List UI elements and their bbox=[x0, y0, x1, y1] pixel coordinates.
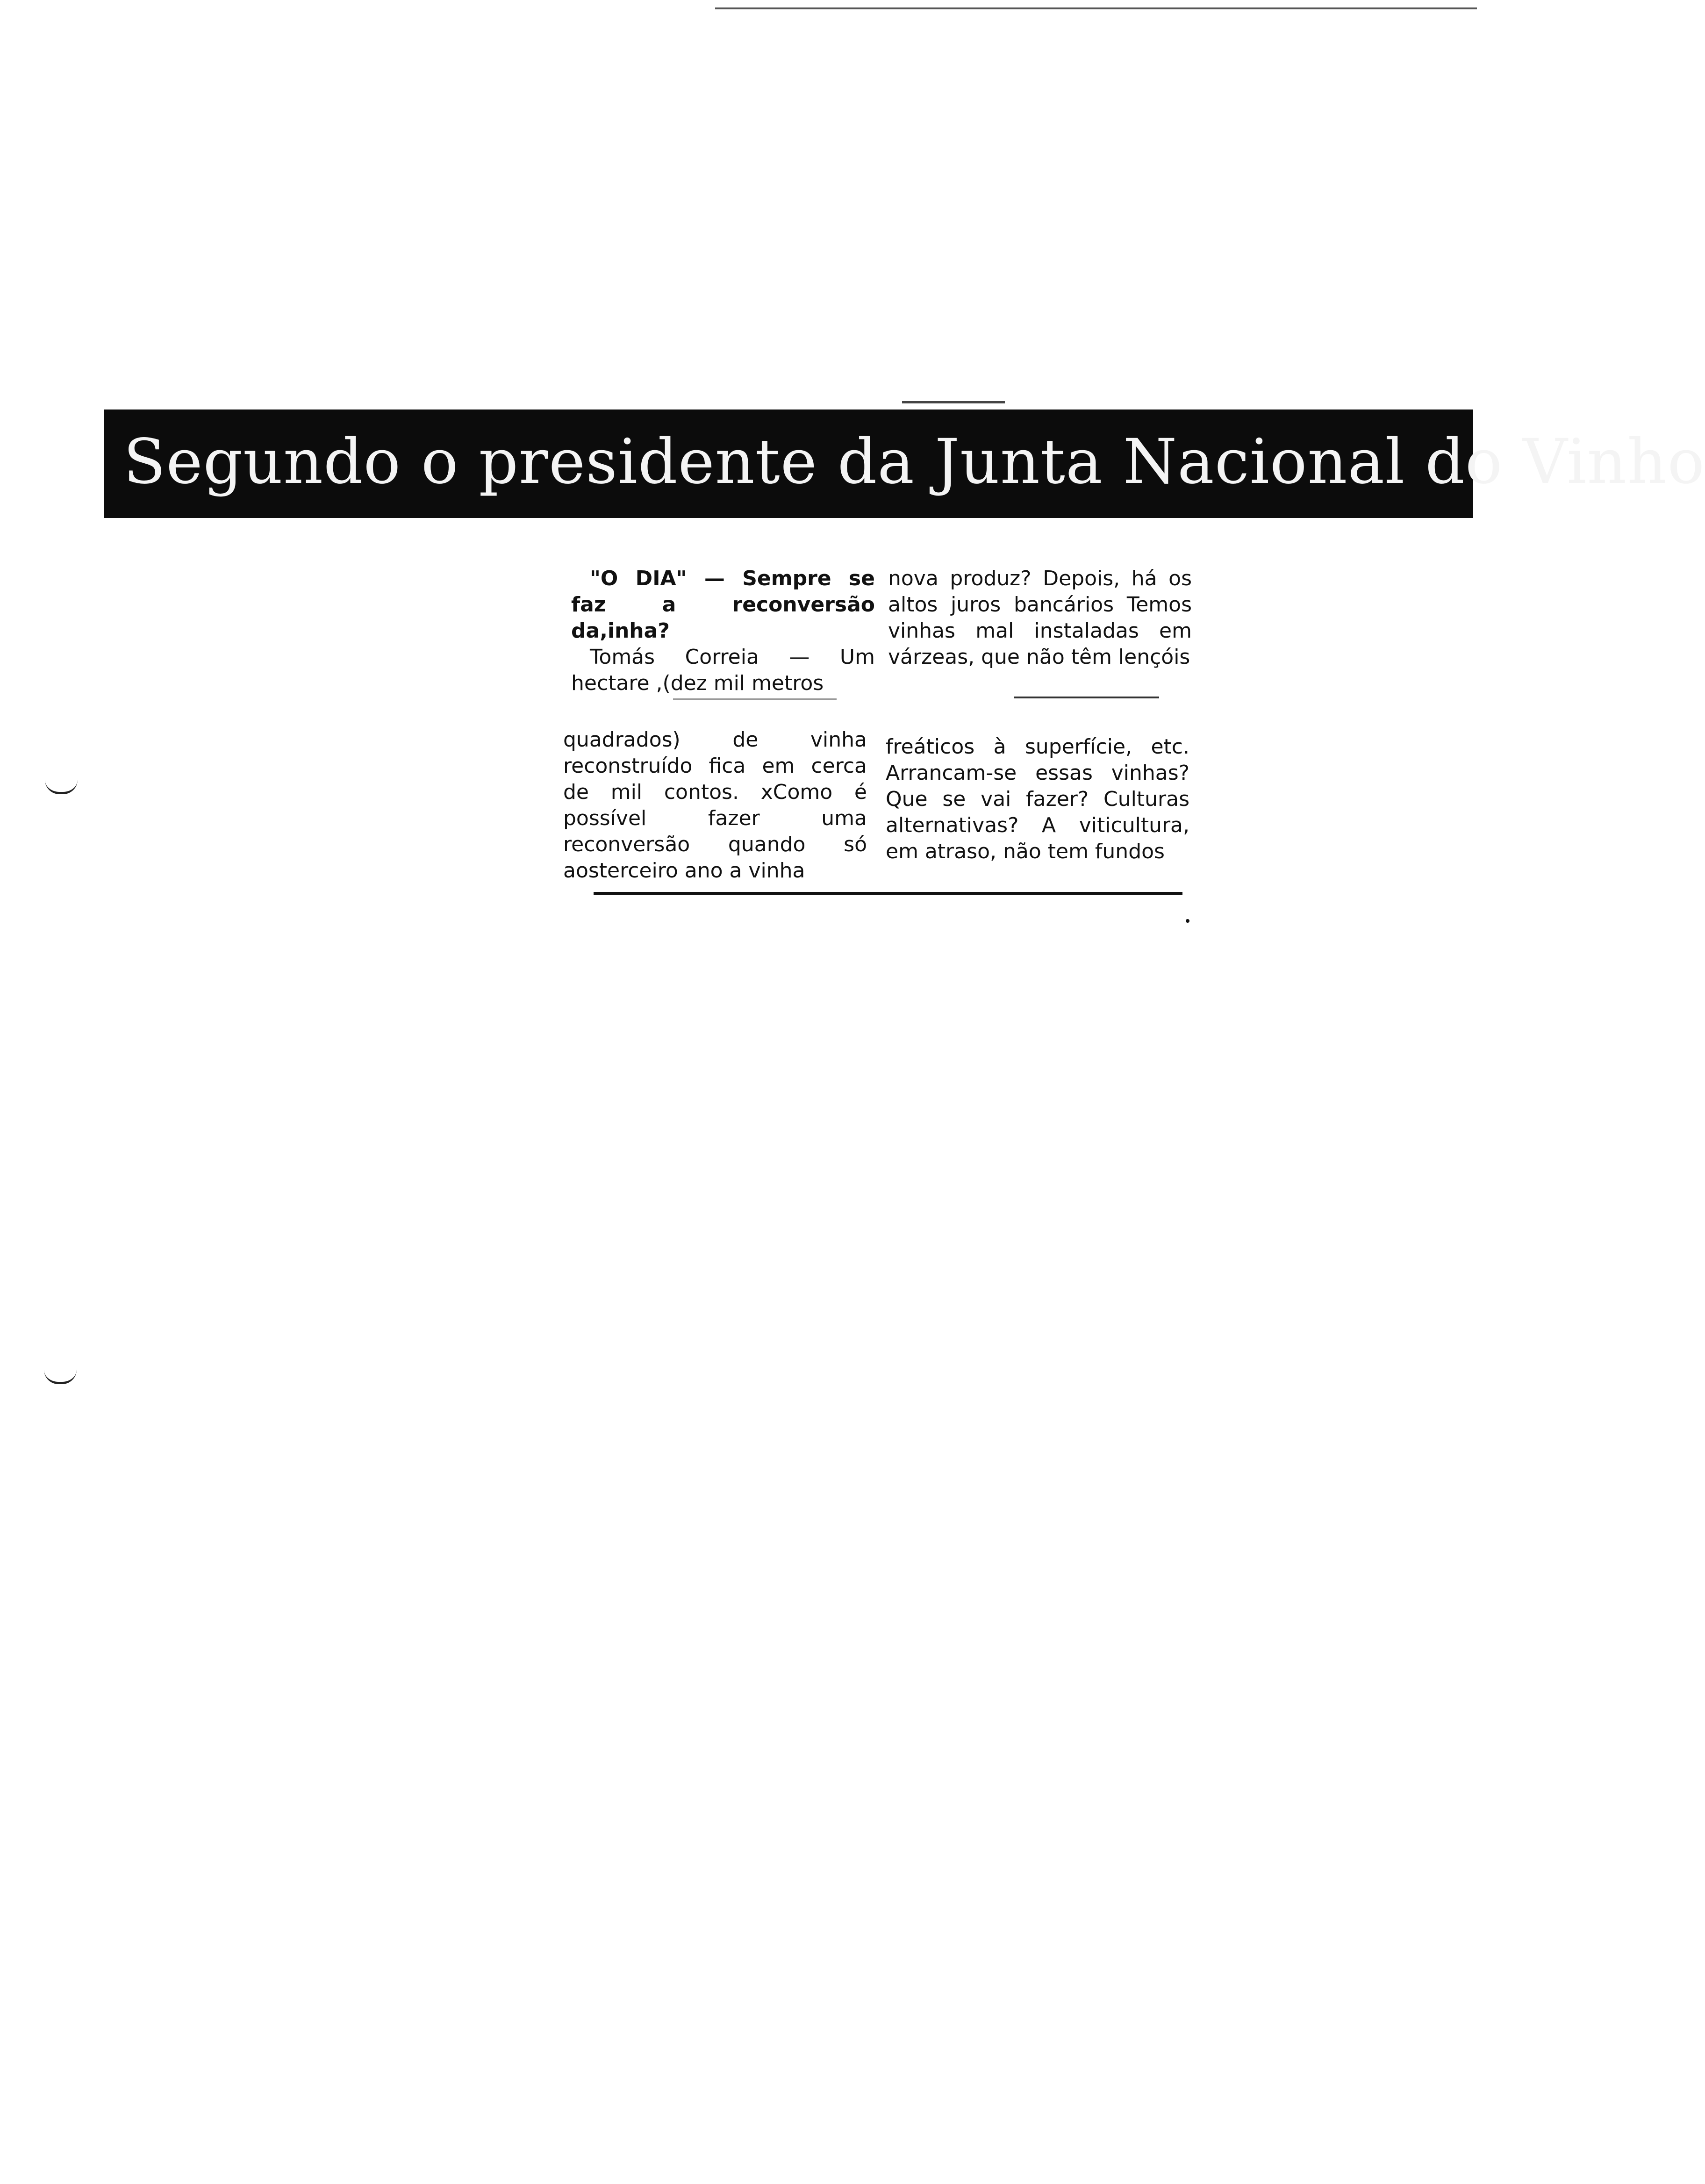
interview-question: "O DIA" — Sempre se faz a reconversão da,inha? bbox=[571, 567, 875, 643]
article-bottom-rule bbox=[594, 892, 1182, 895]
column-divider-right bbox=[1014, 697, 1159, 698]
interview-answer-start: Tomás Correia — Um hectare ,(dez mil metros bbox=[571, 645, 875, 695]
margin-scan-mark bbox=[44, 1370, 77, 1384]
headline-top-rule bbox=[902, 401, 1005, 403]
bottom-dot-mark bbox=[1186, 919, 1189, 923]
article-column-1-top bbox=[571, 566, 875, 697]
article-column-1-bottom bbox=[563, 727, 867, 884]
margin-scan-mark bbox=[45, 780, 78, 794]
top-scan-rule bbox=[715, 7, 1477, 9]
column-2-bottom-text: freáticos à superfície, etc. Arrancam-se essas vinhas? Que se vai fazer? Culturas alternativas? A viticultura, em atraso, não tem fundos bbox=[886, 735, 1189, 863]
column-divider-left bbox=[673, 698, 837, 700]
article-column-2-top bbox=[888, 566, 1192, 670]
article-column-2-bottom bbox=[886, 734, 1189, 865]
column-1-bottom-text: quadrados) de vinha reconstruído fica em cerca de mil contos. xComo é possível fazer uma reconversão quando só aosterceiro ano a vinha bbox=[563, 728, 867, 883]
column-2-top-text: nova produz? Depois, há os altos juros bancários Temos vinhas mal instaladas em várzeas, que não têm lençóis bbox=[888, 567, 1192, 669]
headline-banner bbox=[104, 410, 1705, 518]
headline-title: Segundo o presidente da Junta Nacional do Vinho bbox=[123, 426, 1705, 498]
